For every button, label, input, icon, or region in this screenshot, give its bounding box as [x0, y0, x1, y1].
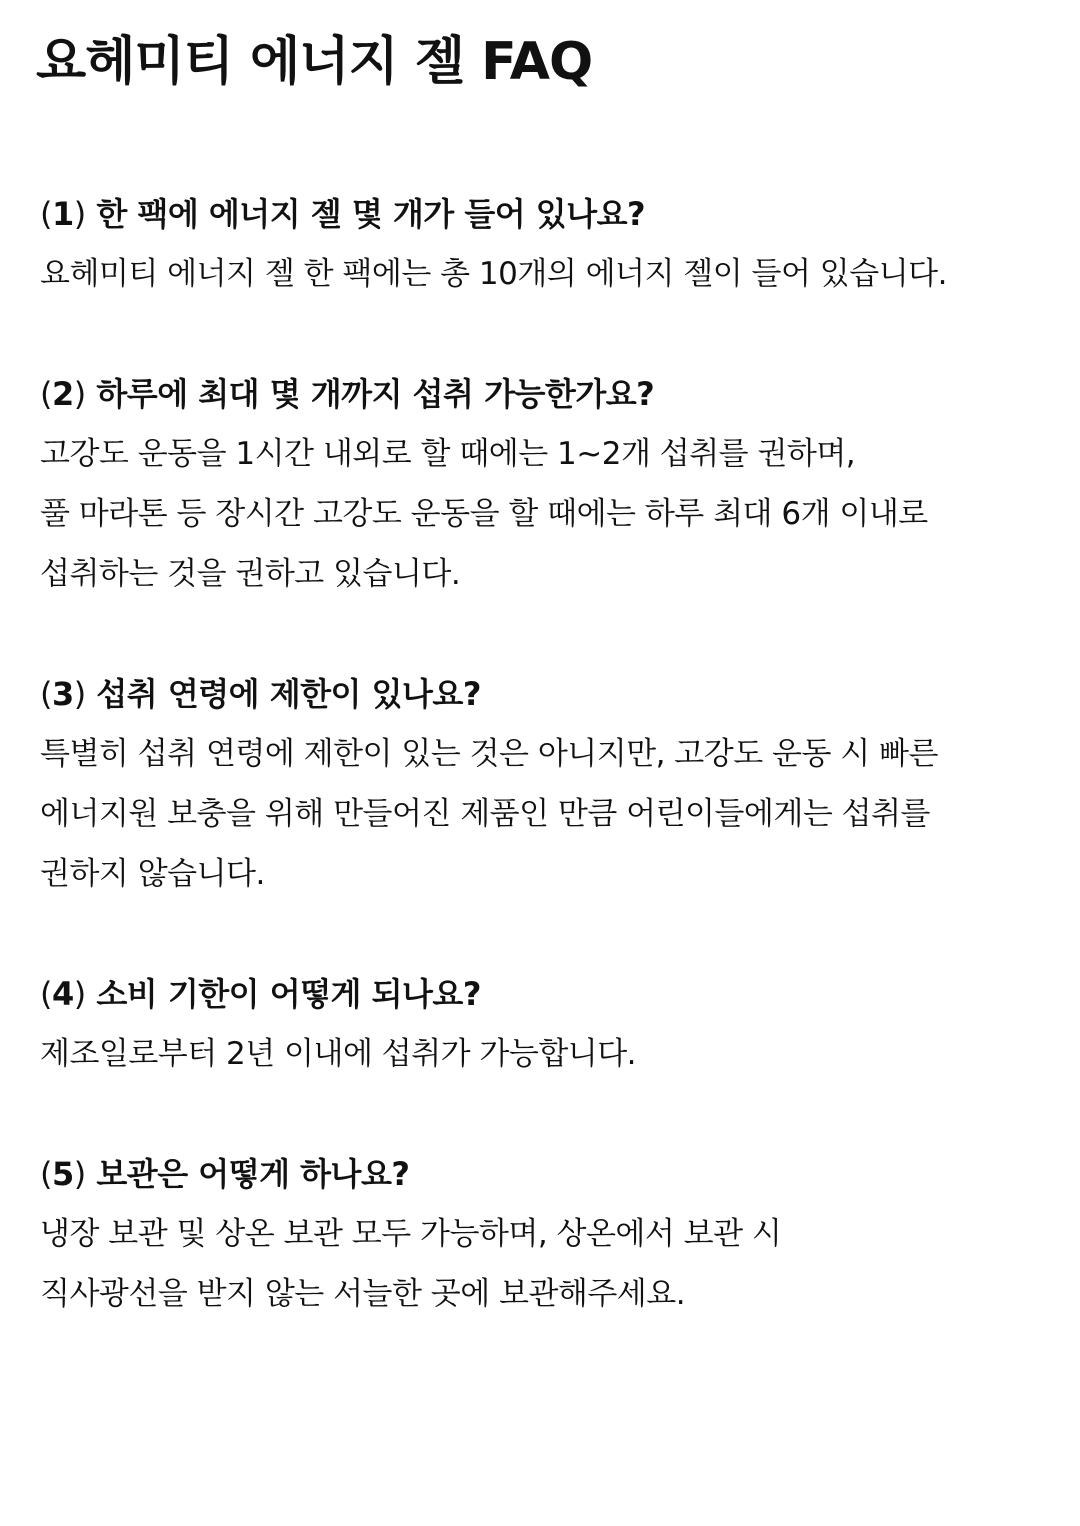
question-number: (2)	[40, 375, 86, 413]
answer-line: 냉장 보관 및 상온 보관 모두 가능하며, 상온에서 보관 시	[40, 1216, 782, 1252]
faq-item-5	[40, 1144, 1040, 1324]
faq-question-4	[40, 964, 1040, 1024]
answer-line: 특별히 섭취 연령에 제한이 있는 것은 아니지만, 고강도 운동 시 빠른	[40, 736, 938, 772]
faq-item-1	[40, 184, 1040, 304]
question-text: 하루에 최대 몇 개까지 섭취 가능한가요?	[96, 375, 655, 413]
answer-line: 고강도 운동을 1시간 내외로 할 때에는 1~2개 섭취를 권하며,	[40, 436, 856, 472]
faq-item-4	[40, 964, 1040, 1084]
answer-line: 권하지 않습니다.	[40, 856, 265, 892]
faq-question-5	[40, 1144, 1040, 1204]
question-text: 소비 기한이 어떻게 되나요?	[96, 975, 481, 1013]
question-number: (3)	[40, 675, 86, 713]
faq-question-3	[40, 664, 1040, 724]
answer-line: 섭취하는 것을 권하고 있습니다.	[40, 556, 461, 592]
question-number: (5)	[40, 1155, 86, 1193]
answer-line: 직사광선을 받지 않는 서늘한 곳에 보관해주세요.	[40, 1276, 686, 1312]
question-text: 섭취 연령에 제한이 있나요?	[96, 675, 481, 713]
page-title: 요헤미티 에너지 젤 FAQ	[36, 32, 593, 92]
question-number: (1)	[40, 195, 86, 233]
faq-question-1	[40, 184, 1040, 244]
answer-line: 에너지원 보충을 위해 만들어진 제품인 만큼 어린이들에게는 섭취를	[40, 796, 930, 832]
faq-question-2	[40, 364, 1040, 424]
question-text: 보관은 어떻게 하나요?	[96, 1155, 410, 1193]
faq-item-3	[40, 664, 1040, 904]
question-text: 한 팩에 에너지 젤 몇 개가 들어 있나요?	[96, 195, 646, 233]
faq-item-2	[40, 364, 1040, 604]
answer-line: 제조일로부터 2년 이내에 섭취가 가능합니다.	[40, 1036, 637, 1072]
answer-line: 풀 마라톤 등 장시간 고강도 운동을 할 때에는 하루 최대 6개 이내로	[40, 496, 928, 532]
answer-line: 요헤미티 에너지 젤 한 팩에는 총 10개의 에너지 젤이 들어 있습니다.	[40, 256, 947, 292]
question-number: (4)	[40, 975, 86, 1013]
